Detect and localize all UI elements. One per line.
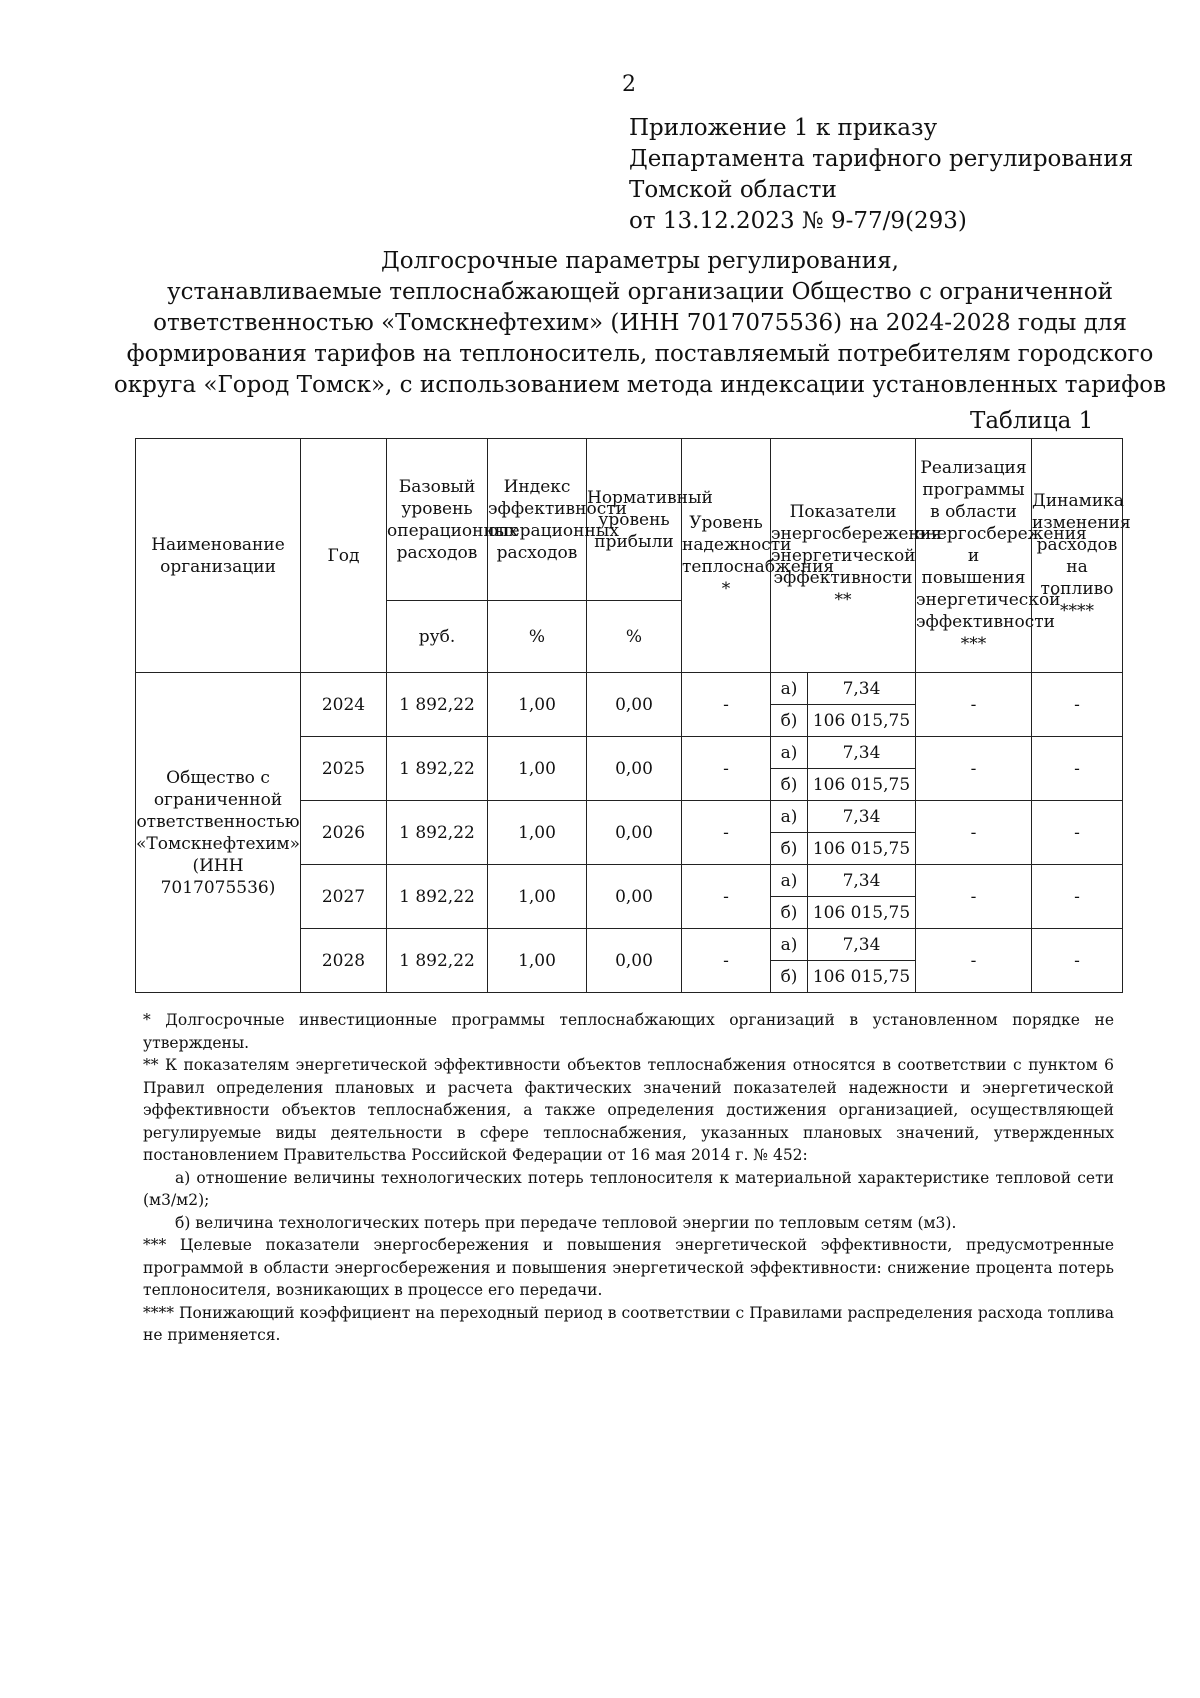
header-base: Базовый уровень операционных расходов xyxy=(387,439,488,601)
header-year: Год xyxy=(301,439,387,673)
base-cost-cell: 1 892,22 xyxy=(387,929,488,993)
footnotes xyxy=(143,1009,1114,1347)
fuel-cell: - xyxy=(1032,737,1123,801)
appendix-line: Приложение 1 к приказу xyxy=(629,115,938,141)
indicator-value: 7,34 xyxy=(808,801,916,833)
indicator-value: 7,34 xyxy=(808,865,916,897)
indicator-label: а) xyxy=(771,801,808,833)
efficiency-index-cell: 1,00 xyxy=(488,737,587,801)
fuel-cell: - xyxy=(1032,865,1123,929)
program-cell: - xyxy=(916,673,1032,737)
program-cell: - xyxy=(916,801,1032,865)
indicator-value: 7,34 xyxy=(808,929,916,961)
appendix-block xyxy=(629,113,1133,237)
unit-index: % xyxy=(488,601,587,673)
efficiency-index-cell: 1,00 xyxy=(488,929,587,993)
header-program: Реализация программы в области энергосбережения и повышения энергетической эффективности *** xyxy=(916,439,1032,673)
reliability-cell: - xyxy=(682,673,771,737)
footnote: ** К показателям энергетической эффективности объектов теплоснабжения относятся в соответствии с пунктом 6 Правил определения плановых и расчета фактических значений показателей надежности и энергетической эффективности объектов теплоснабжения, а также определения достижения организацией, осуществляющей регулируемые виды деятельности в сфере теплоснабжения, указанных плановых значений, утвержденных постановлением Правительства Российской Федерации от 16 мая 2014 г. № 452: xyxy=(143,1056,1114,1164)
indicator-label: б) xyxy=(771,897,808,929)
indicator-label: б) xyxy=(771,705,808,737)
header-index: Индекс эффективности операционных расходов xyxy=(488,439,587,601)
indicator-value: 106 015,75 xyxy=(808,961,916,993)
header-reliability: Уровень надежности теплоснабжения * xyxy=(682,439,771,673)
indicator-value: 7,34 xyxy=(808,673,916,705)
footnote: **** Понижающий коэффициент на переходный период в соответствии с Правилами распределения расхода топлива не применяется. xyxy=(143,1303,1114,1344)
reliability-cell: - xyxy=(682,929,771,993)
base-cost-cell: 1 892,22 xyxy=(387,865,488,929)
header-energy: Показатели энергосбережения энергетической эффективности ** xyxy=(771,439,916,673)
reliability-cell: - xyxy=(682,801,771,865)
profit-cell: 0,00 xyxy=(587,929,682,993)
title-line: округа «Город Томск», с использованием метода индексации установленных тарифов xyxy=(113,372,1167,398)
profit-cell: 0,00 xyxy=(587,737,682,801)
title-line: ответственностью «Томскнефтехим» (ИНН 7017075536) на 2024-2028 годы для xyxy=(153,310,1127,336)
footnote-item: а) отношение величины технологических потерь теплоносителя к материальной характеристике тепловой сети (м3/м2); xyxy=(143,1168,1114,1209)
efficiency-index-cell: 1,00 xyxy=(488,801,587,865)
indicator-label: б) xyxy=(771,833,808,865)
appendix-line: Томской области xyxy=(629,177,837,203)
indicator-value: 106 015,75 xyxy=(808,705,916,737)
year-cell: 2024 xyxy=(301,673,387,737)
reliability-cell: - xyxy=(682,865,771,929)
footnote: *** Целевые показатели энергосбережения и повышения энергетической эффективности, предусмотренные программой в области энергосбережения и повышения энергетической эффективности: снижение процента потерь теплоносителя, возникающих в процессе его передачи. xyxy=(143,1236,1114,1299)
title-line: формирования тарифов на теплоноситель, поставляемый потребителям городского xyxy=(126,341,1154,367)
table-label: Таблица 1 xyxy=(970,408,1094,434)
year-cell: 2025 xyxy=(301,737,387,801)
footnote: * Долгосрочные инвестиционные программы теплоснабжающих организаций в установленном порядке не утверждены. xyxy=(143,1011,1114,1052)
profit-cell: 0,00 xyxy=(587,801,682,865)
reliability-cell: - xyxy=(682,737,771,801)
fuel-cell: - xyxy=(1032,929,1123,993)
indicator-value: 106 015,75 xyxy=(808,897,916,929)
unit-base: руб. xyxy=(387,601,488,673)
program-cell: - xyxy=(916,737,1032,801)
program-cell: - xyxy=(916,929,1032,993)
parameters-table xyxy=(135,438,1131,993)
header-profit: Нормативный уровень прибыли xyxy=(587,439,682,601)
year-cell: 2027 xyxy=(301,865,387,929)
fuel-cell: - xyxy=(1032,801,1123,865)
unit-profit: % xyxy=(587,601,682,673)
indicator-label: а) xyxy=(771,737,808,769)
table-row xyxy=(136,673,1123,705)
base-cost-cell: 1 892,22 xyxy=(387,673,488,737)
document-title xyxy=(100,246,1180,401)
profit-cell: 0,00 xyxy=(587,865,682,929)
indicator-label: б) xyxy=(771,769,808,801)
profit-cell: 0,00 xyxy=(587,673,682,737)
base-cost-cell: 1 892,22 xyxy=(387,801,488,865)
indicator-value: 106 015,75 xyxy=(808,833,916,865)
base-cost-cell: 1 892,22 xyxy=(387,737,488,801)
appendix-line: от 13.12.2023 № 9-77/9(293) xyxy=(629,208,967,234)
year-cell: 2026 xyxy=(301,801,387,865)
indicator-label: а) xyxy=(771,929,808,961)
program-cell: - xyxy=(916,865,1032,929)
efficiency-index-cell: 1,00 xyxy=(488,673,587,737)
indicator-label: а) xyxy=(771,673,808,705)
fuel-cell: - xyxy=(1032,673,1123,737)
title-line: Долгосрочные параметры регулирования, xyxy=(381,248,899,274)
org-name-cell: Общество с ограниченной ответственностью «Томскнефтехим» (ИНН 7017075536) xyxy=(136,673,301,993)
efficiency-index-cell: 1,00 xyxy=(488,865,587,929)
header-org: Наименование организации xyxy=(136,439,301,673)
title-line: устанавливаемые теплоснабжающей организации Общество с ограниченной xyxy=(167,279,1113,305)
page-number: 2 xyxy=(622,72,636,97)
indicator-value: 7,34 xyxy=(808,737,916,769)
year-cell: 2028 xyxy=(301,929,387,993)
indicator-label: б) xyxy=(771,961,808,993)
indicator-label: а) xyxy=(771,865,808,897)
footnote-item: б) величина технологических потерь при передаче тепловой энергии по тепловым сетям (м3). xyxy=(175,1213,957,1232)
indicator-value: 106 015,75 xyxy=(808,769,916,801)
appendix-line: Департамента тарифного регулирования xyxy=(629,146,1134,172)
header-fuel: Динамика изменения расходов на топливо **** xyxy=(1032,439,1123,673)
